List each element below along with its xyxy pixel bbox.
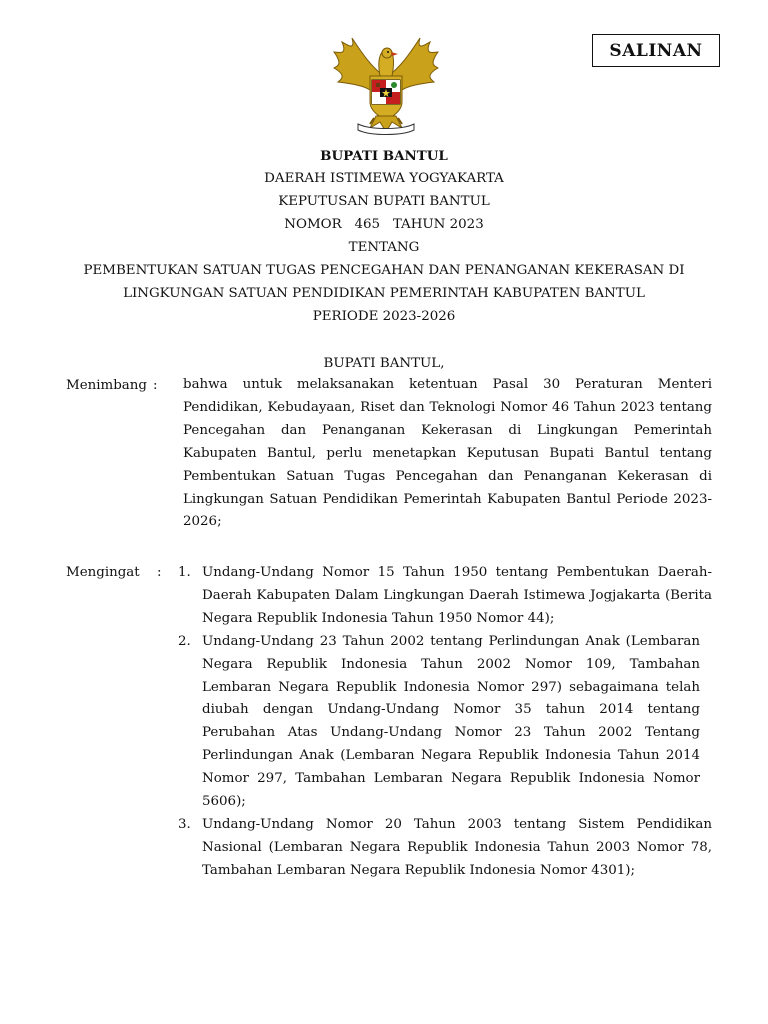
decree-title-line-3: PERIODE 2023-2026 (312, 309, 456, 324)
list-item-text: Undang-Undang Nomor 15 Tahun 1950 tentang Pembentukan Daerah-Daerah Kabupaten Dalam Lingkungan Daerah Istimewa Jogjakarta (Berita Negara Republik Indonesia Tahun 1950 Nomor 44); (202, 565, 712, 626)
menimbang-label: Menimbang (66, 378, 147, 393)
garuda-emblem-icon (330, 36, 442, 136)
mengingat-label: Mengingat (66, 565, 140, 580)
list-item (178, 562, 712, 631)
list-item-number: 2. (178, 633, 191, 649)
list-item-text: Undang-Undang 23 Tahun 2002 tentang Perlindungan Anak (Lembaran Negara Republik Indonesia Tahun 2002 Nomor 109, Tambahan Lembaran Negara Republik Indonesia Nomor 297) sebagaimana telah diubah dengan Undang-Undang Nomor 35 tahun 2014 tentang Perubahan Atas Undang-Undang Nomor 23 Tahun 2002 Tentang Perlindungan Anak (Lembaran Negara Republik Indonesia Tahun 2014 Nomor 297, Tambahan Lembaran Negara Republik Indonesia Nomor 5606); (202, 633, 700, 810)
salutation: BUPATI BANTUL, (323, 356, 445, 371)
menimbang-colon: : (153, 378, 158, 393)
list-item (178, 814, 712, 883)
list-item (178, 631, 712, 814)
list-item-number: 3. (178, 816, 191, 832)
decree-title-line-1: PEMBENTUKAN SATUAN TUGAS PENCEGAHAN DAN PENANGANAN KEKERASAN DI (83, 263, 685, 278)
header-region: DAERAH ISTIMEWA YOGYAKARTA (264, 171, 504, 186)
salinan-stamp: SALINAN (592, 34, 720, 67)
decree-title-line-2: LINGKUNGAN SATUAN PENDIDIKAN PEMERINTAH KABUPATEN BANTUL (123, 286, 645, 301)
header-decree-type: KEPUTUSAN BUPATI BANTUL (278, 194, 490, 209)
header-tentang: TENTANG (348, 240, 420, 255)
list-item-number: 1. (178, 565, 191, 580)
mengingat-list (178, 562, 712, 883)
header-decree-number: NOMOR 465 TAHUN 2023 (284, 217, 484, 232)
list-item-text: Undang-Undang Nomor 20 Tahun 2003 tentang Sistem Pendidikan Nasional (Lembaran Negara Republik Indonesia Tahun 2003 Nomor 78, Tambahan Lembaran Negara Republik Indonesia Nomor 4301); (202, 816, 712, 878)
menimbang-text: bahwa untuk melaksanakan ketentuan Pasal 30 Peraturan Menteri Pendidikan, Kebudayaan, Riset dan Teknologi Nomor 46 Tahun 2023 tentang Pencegahan dan Penanganan Kekerasan di Lingkungan Pemerintah Kabupaten Bantul, perlu menetapkan Keputusan Bupati Bantul tentang Pembentukan Satuan Tugas Pencegahan dan Penanganan Kekerasan di Lingkungan Satuan Pendidikan Pemerintah Kabupaten Bantul Periode 2023-2026; (183, 377, 712, 530)
mengingat-colon: : (157, 565, 162, 580)
header-bupati-bantul: BUPATI BANTUL (320, 148, 448, 164)
